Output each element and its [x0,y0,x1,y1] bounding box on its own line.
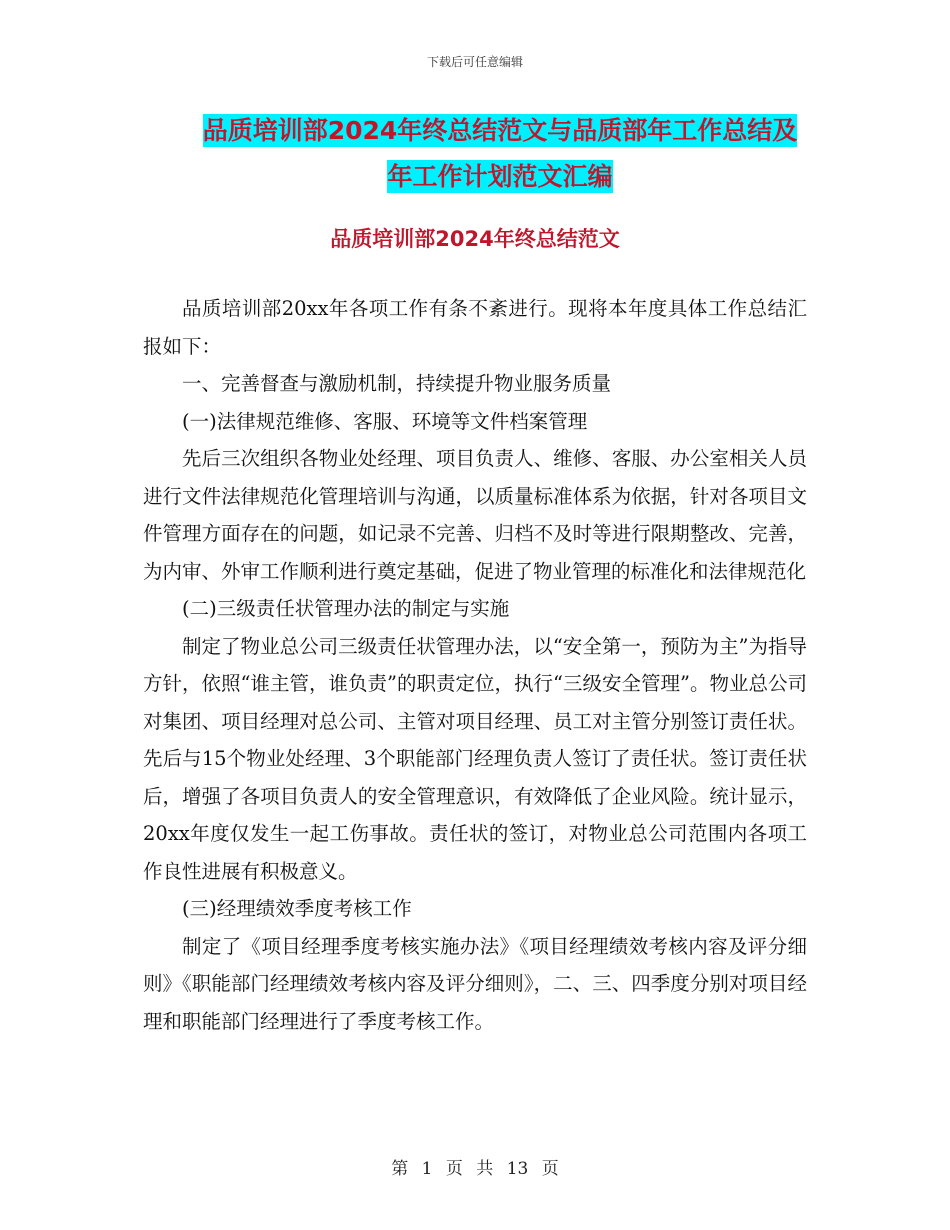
title-line-1: 品质培训部2024年终总结范文与品质部年工作总结及 [202,116,798,145]
body-text [143,290,807,1040]
paragraph: (二)三级责任状管理办法的制定与实施 [182,597,510,620]
paragraph: (三)经理绩效季度考核工作 [182,897,412,920]
paragraph: 先后三次组织各物业处经理、项目负责人、维修、客服、办公室相关人员进行文件法律规范化管理培训与沟通，以质量标准体系为依据，针对各项目文件管理方面存在的问题，如记录不完善、归档不及时等进行限期整改、完善，为内审、外审工作顺利进行奠定基础，促进了物业管理的标准化和法律规范化 [143,447,807,583]
page-footer: 第 1 页 共 13 页 [391,1159,559,1179]
title-line-2: 年工作计划范文汇编 [387,162,613,191]
paragraph: 制定了《项目经理季度考核实施办法》《项目经理绩效考核内容及评分细则》《职能部门经理绩效考核内容及评分细则》，二、三、四季度分别对项目经理和职能部门经理进行了季度考核工作。 [143,934,807,1033]
paragraph: 品质培训部20xx年各项工作有条不紊进行。现将本年度具体工作总结汇报如下： [143,297,807,358]
paragraph: 制定了物业总公司三级责任状管理办法，以“安全第一，预防为主”为指导方针，依照“谁主管，谁负责”的职责定位，执行“三级安全管理”。物业总公司对集团、项目经理对总公司、主管对项目经理、员工对主管分别签订责任状。先后与15个物业处经理、3个职能部门经理负责人签订了责任状。签订责任状后，增强了各项目负责人的安全管理意识，有效降低了企业风险。统计显示，20xx年度仅发生一起工伤事故。责任状的签订，对物业总公司范围内各项工作良性进展有积极意义。 [143,634,807,883]
paragraph: 一、完善督查与激励机制，持续提升物业服务质量 [182,372,612,395]
section-title: 品质培训部2024年终总结范文 [330,227,620,251]
document-title [140,108,860,200]
paragraph: (一)法律规范维修、客服、环境等文件档案管理 [182,409,588,433]
header-note: 下载后可任意编辑 [426,55,523,69]
